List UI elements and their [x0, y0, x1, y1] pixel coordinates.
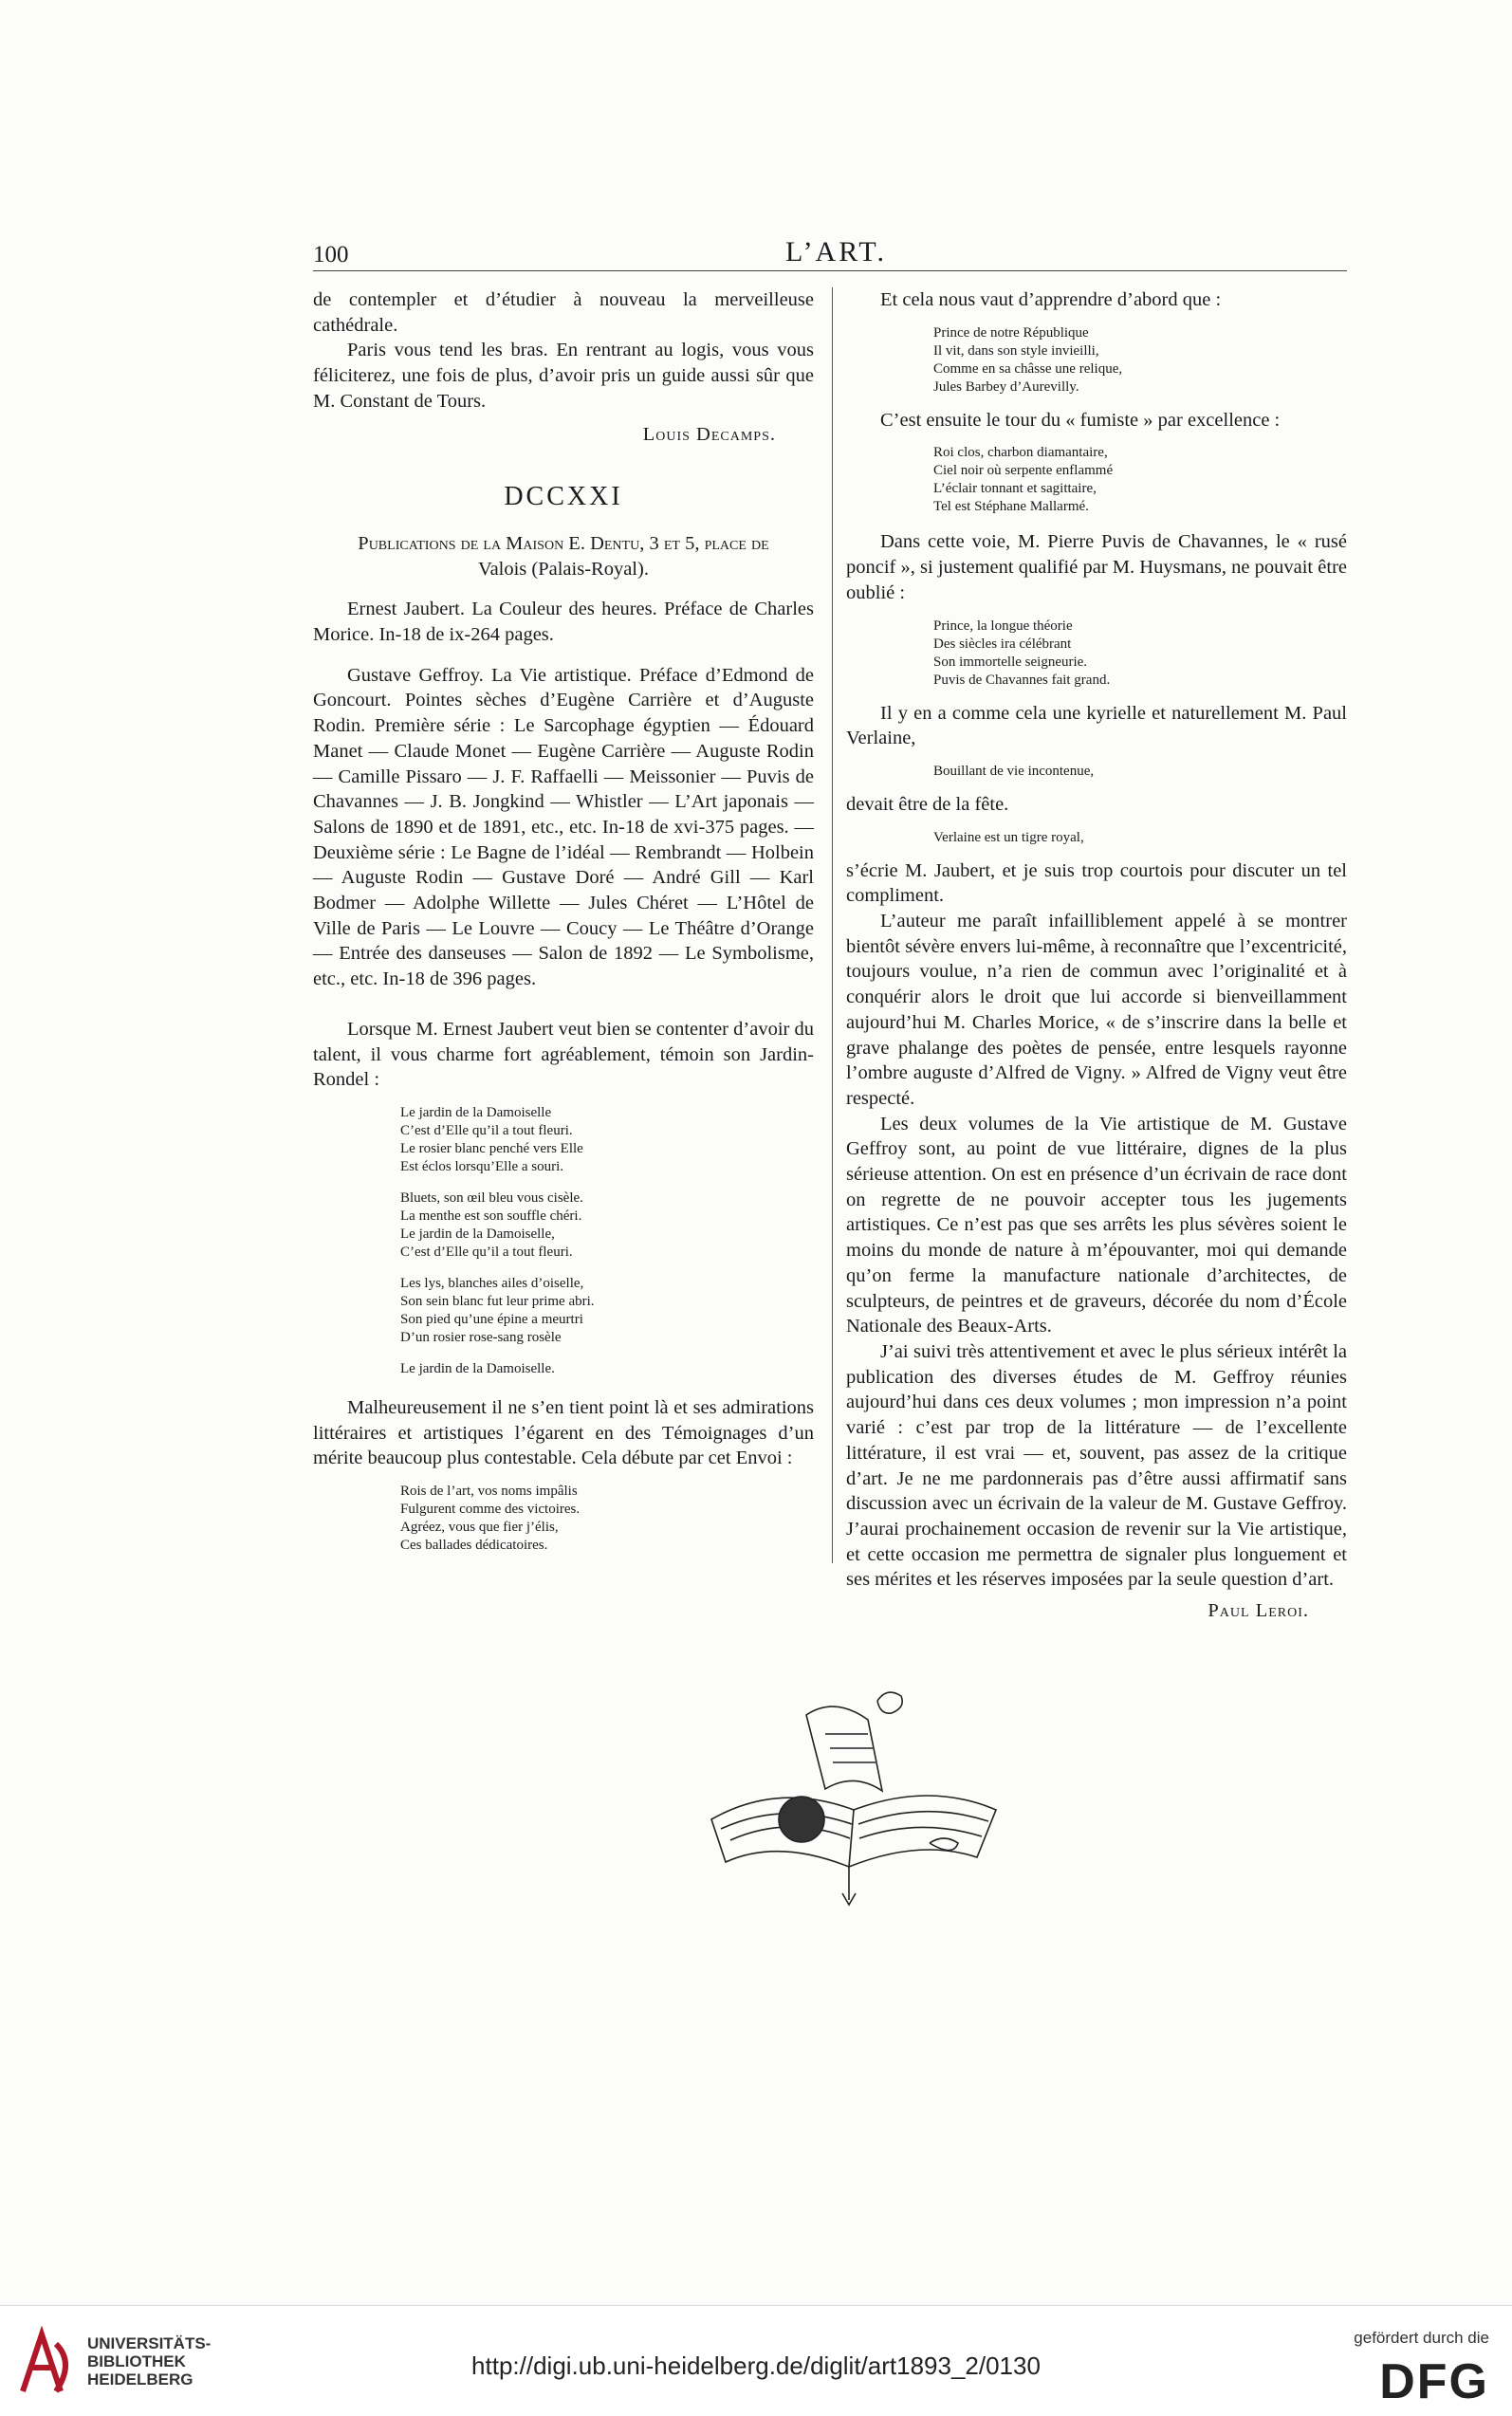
verse-line: Le jardin de la Damoiselle. [400, 1360, 555, 1376]
verse-line: Son immortelle seigneurie. [933, 654, 1088, 670]
verse-line: Ciel noir où serpente enflammé [933, 463, 1114, 479]
signature: Louis Decamps. [642, 423, 776, 445]
publisher-line: Publications de la Maison E. Dentu, 3 et 5, place de [358, 532, 769, 554]
paragraph: Malheureusement il ne s’en tient point là et ses admirations littéraires et artistiques l’égarent en des Témoignages d’un mérite beaucoup plus contestable. Cela débute par cet Envoi : [313, 1396, 814, 1469]
poem [933, 618, 1347, 690]
verse-line: Jules Barbey d’Aurevilly. [933, 378, 1079, 395]
paragraph: devait être de la fête. [846, 793, 1009, 815]
verse-line: Puvis de Chavannes fait grand. [933, 672, 1111, 688]
poem [933, 324, 1347, 397]
verse-line: Agréez, vous que fier j’élis, [400, 1520, 559, 1536]
paragraph: de contempler et d’étudier à nouveau la merveilleuse cathédrale. [313, 289, 814, 336]
verse-line: Ces ballades dédicatoires. [400, 1538, 548, 1554]
paragraph: Les deux volumes de la Vie artistique de M. Gustave Geffroy sont, au point de vue littéraire, dignes de la plus sérieuse attention. On est en présence d’un écrivain de race dont on regrette de ne pouvoir accepter tous les jugements artistiques. Ce n’est pas que ses arrêts les plus sévères soient le moins du monde de nature à m’épouvanter, moi qui demande qu’on ferme la manufacture nationale d’architectes, de sculpteurs, de peintres et de graveurs, décorée du nom d’École Nationale des Beaux-Arts. [846, 1113, 1347, 1337]
funded-by-text: gefördert durch die [1354, 2329, 1489, 2347]
publisher-line: Valois (Palais-Royal). [478, 558, 649, 580]
verse-line: Les lys, blanches ailes d’oiselle, [400, 1275, 584, 1291]
verse-line: Son pied qu’une épine a meurtri [400, 1311, 583, 1327]
verse-line: La menthe est son souffle chéri. [400, 1208, 582, 1224]
running-head [313, 236, 1347, 271]
section-heading: DCCXXI [504, 482, 623, 512]
verse-line: Le jardin de la Damoiselle [400, 1104, 552, 1120]
verse-line: Rois de l’art, vos noms impâlis [400, 1484, 578, 1500]
stanza [400, 1275, 814, 1347]
institution-line: BIBLIOTHEK [87, 2352, 186, 2370]
verse-line: Comme en sa châsse une relique, [933, 360, 1123, 377]
bibliographic-entry: Ernest Jaubert. La Couleur des heures. Préface de Charles Morice. In-18 de ix-264 pages. [313, 599, 814, 646]
verse-line: Le jardin de la Damoiselle, [400, 1226, 555, 1242]
signature: Paul Leroi. [1208, 1600, 1309, 1622]
column-divider [832, 287, 833, 1563]
verse-line: Verlaine est un tigre royal, [933, 829, 1084, 845]
dfg-logo: DFG [1379, 2354, 1489, 2409]
paragraph: L’auteur me paraît infailliblement appelé à se montrer bientôt sévère envers lui-même, à reconnaître que l’excentricité, toujours voulue, n’a rien de commun avec l’originalité et à conquérir alors le droit que lui accorde si bienveillamment aujourd’hui M. Charles Morice, « de s’inscrire dans la belle et grave phalange des poètes de pensée, entre lesquels rayonne l’ombre auguste d’Alfred de Vigny. » Alfred de Vigny veut être respecté. [846, 911, 1347, 1109]
institution-line: UNIVERSITÄTS- [87, 2334, 212, 2352]
verse-line: Prince, la longue théorie [933, 618, 1073, 634]
verse-line: Est éclos lorsqu’Elle a souri. [400, 1158, 564, 1174]
paragraph: s’écrie M. Jaubert, et je suis trop courtois pour discuter un tel compliment. [846, 859, 1347, 907]
permalink-url[interactable]: http://digi.ub.uni-heidelberg.de/diglit/art1893_2/0130 [471, 2351, 1041, 2380]
verse-line: Roi clos, charbon diamantaire, [933, 445, 1108, 461]
verse-line: Bluets, son œil bleu vous cisèle. [400, 1190, 583, 1206]
poem [933, 829, 1347, 847]
poem [933, 763, 1347, 781]
paragraph: C’est ensuite le tour du « fumiste » par excellence : [880, 409, 1281, 431]
open-book-vignette [692, 1677, 1005, 1914]
verse-line: Son sein blanc fut leur prime abri. [400, 1293, 595, 1309]
poem [933, 444, 1347, 516]
paragraph: Dans cette voie, M. Pierre Puvis de Chavannes, le « rusé poncif », si justement qualifié par M. Huysmans, ne pouvait être oublié : [846, 531, 1347, 603]
verse-line: Des siècles ira célébrant [933, 636, 1072, 652]
paragraph: J’ai suivi très attentivement et avec le plus sérieux intérêt la publication des diverses études de M. Geffroy réunies aujourd’hui dans ces deux volumes ; mon impression n’a point varié : c’est par trop de la littérature — de l’excellente littérature, il est vrai — et, souvent, pas assez de la critique d’art. Je ne me pardonnerais pas d’être aussi affirmatif sans discussion avec un écrivain de la valeur de M. Gustave Geffroy. J’aurai prochainement occasion de revenir sur la Vie artistique, et cette occasion me permettra de signaler plus longuement et ses mérites et les réserves imposées par la seule question d’art. [846, 1340, 1347, 1591]
verse-line: Fulgurent comme des victoires. [400, 1502, 581, 1518]
paragraph: Paris vous tend les bras. En rentrant au logis, vous vous féliciterez, une fois de plus, d’avoir pris un guide aussi sûr que M. Constant de Tours. [313, 340, 814, 412]
left-column [313, 287, 814, 1566]
verse-line: Le rosier blanc penché vers Elle [400, 1140, 583, 1156]
verse-line: C’est d’Elle qu’il a tout fleuri. [400, 1122, 573, 1138]
verse-line: C’est d’Elle qu’il a tout fleuri. [400, 1244, 573, 1260]
paragraph: Lorsque M. Ernest Jaubert veut bien se contenter d’avoir du talent, il vous charme fort agréablement, témoin son Jardin-Rondel : [313, 1018, 814, 1091]
right-column [846, 287, 1347, 1624]
verse-line: Prince de notre République [933, 324, 1089, 341]
bibliographic-entry: Gustave Geffroy. La Vie artistique. Préface d’Edmond de Goncourt. Pointes sèches d’Eugène Carrière et d’Auguste Rodin. Première série : Le Sarcophage égyptien — Édouard Manet — Claude Monet — Eugène Carrière — Auguste Rodin — Camille Pissaro — J. F. Raffaelli — Meissonier — Puvis de Chavannes — J. B. Jongkind — Whistler — L’Art japonais — Salons de 1890 et de 1891, etc., etc. In-18 de xvi-375 pages. — Deuxième série : Le Bagne de l’idéal — Rembrandt — Holbein — Auguste Rodin — Gustave Doré — André Gill — Karl Bodmer — Adolphe Willette — Jules Chéret — L’Hôtel de Ville de Paris — Le Louvre — Coucy — Le Théâtre d’Orange — Entrée des danseuses — Salon de 1892 — Le Symbolisme, etc., etc. In-18 de 396 pages. [313, 664, 814, 990]
footer-bar [0, 2305, 1512, 2416]
verse-line: L’éclair tonnant et sagittaire, [933, 481, 1097, 497]
paragraph: Et cela nous vaut d’apprendre d’abord que : [880, 289, 1222, 310]
verse-line: D’un rosier rose-sang rosèle [400, 1329, 562, 1345]
verse-line: Bouillant de vie incontenue, [933, 763, 1095, 779]
institution-line: HEIDELBERG [87, 2370, 194, 2388]
poem-envoi [400, 1483, 814, 1555]
paragraph: Il y en a comme cela une kyrielle et naturellement M. Paul Verlaine, [846, 702, 1347, 749]
verse-line: Tel est Stéphane Mallarmé. [933, 499, 1089, 515]
stanza [400, 1190, 814, 1262]
stanza [400, 1104, 814, 1176]
poem-jardin-rondel [400, 1104, 814, 1378]
page-number: 100 [313, 242, 349, 267]
verse-line: Il vit, dans son style invieilli, [933, 342, 1099, 359]
running-title: L’ART. [785, 236, 888, 267]
stanza [400, 1360, 814, 1378]
